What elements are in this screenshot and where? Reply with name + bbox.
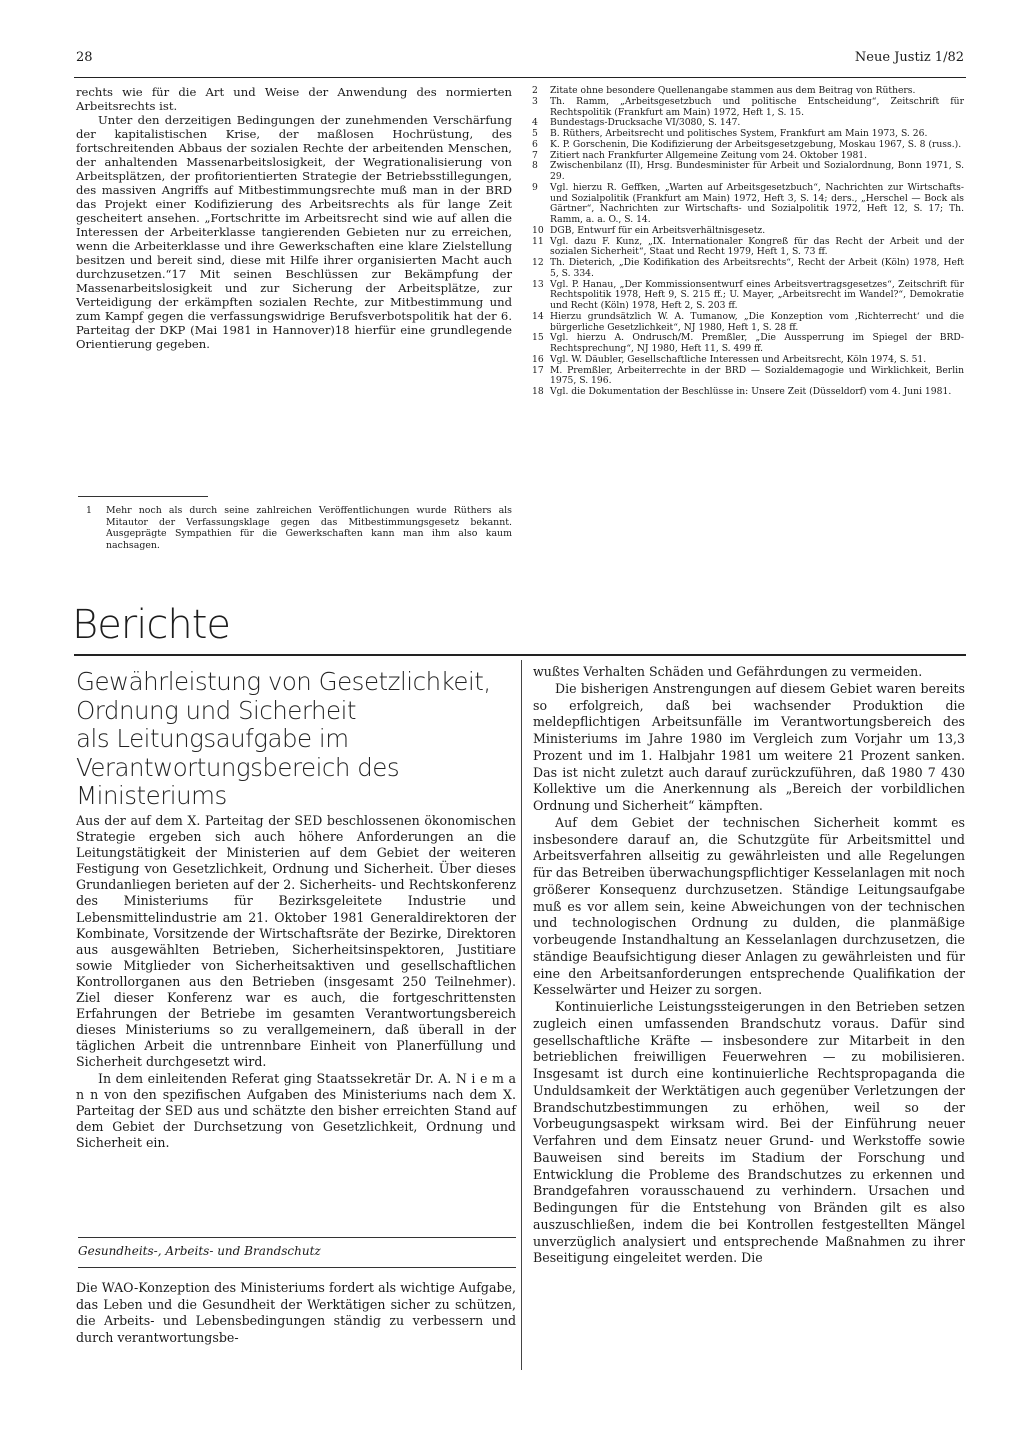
- column-divider: [521, 660, 522, 1370]
- article-left-column-continued: [76, 1280, 516, 1346]
- footnote-text: Zitate ohne besondere Quellenangabe stammen aus dem Beitrag von Rüthers.: [550, 85, 916, 96]
- footnote-10: [532, 226, 964, 237]
- footnote-text: Bundestags-Drucksache VI/3080, S. 147.: [550, 117, 741, 129]
- footnote-1: [86, 505, 512, 551]
- article-title-line: Ordnung und Sicherheit: [76, 695, 357, 725]
- footnote-number: 6: [532, 138, 538, 150]
- footnote-17: [532, 366, 964, 388]
- paragraph: Auf dem Gebiet der technischen Sicherheit kommt es insbesondere darauf an, die Schutzgüte für Arbeitsmittel und Arbeitsverfahren allseitig zu gewährleisten und alle Regelungen für das Betreiben überwachungspflichtiger Kesselanlagen mit noch größerer Konsequenz durchzusetzen. Ständige Leitungsaufgabe muß es vor allem sein, keine Abweichungen von der technischen und technologischen Ordnung zu dulden, die planmäßige vorbeugende Instandhaltung an Kesselanlagen durchzusetzen, die ständige Beaufsichtigung dieser Anlagen zu gewährleisten und für eine den Arbeitsanforderungen entsprechende Qualifikation der Kesselwärter und Heizer zu sorgen.: [533, 814, 965, 998]
- footnote-number: 1: [86, 505, 92, 516]
- footnote-9: [532, 183, 964, 226]
- footnote-text: Hierzu grundsätzlich W. A. Tumanow, „Die Konzeption vom ‚Richterrecht‘ und die bürgerliche Gesetzlichkeit“, NJ 1980, Heft 1, S. 28 ff.: [550, 310, 964, 333]
- footnote-text: Vgl. hierzu R. Geffken, „Warten auf Arbeitsgesetzbuch“, Nachrichten zur Wirtschafts- und Sozialpolitik (Frankfurt am Main) 1972, Heft 3, S. 14; ders., „Herschel — Bock als Gärtner“, Nachrichten zur Wirtschafts- und Sozialpolitik 1972, Heft 12, S. 17; Th. Ramm, a. a. O., S. 14.: [550, 181, 964, 225]
- footnote-number: 15: [532, 332, 544, 344]
- paragraph: Unter den derzeitigen Bedingungen der zunehmenden Verschärfung der kapitalistischen Krise, der maßlosen Hochrüstung, des fortschreitenden Abbaus der sozialen Rechte der arbeitenden Menschen, der anhaltenden Massenarbeitslosigkeit, der Wegrationalisierung von Arbeitsplätzen, der profitorientierten Strategie der Betriebsstillegungen, des massiven Angriffs auf Mitbestimmungsrechte muß man in der BRD das Projekt einer Kodifizierung des Arbeitsrechts als für lange Zeit gescheitert ansehen. „Fortschritte im Arbeitsrecht sind wie auf allen die Interessen der Arbeiterklasse tangierenden Gebieten nur zu erreichen, wenn die Arbeiterklasse und ihre Gewerkschaften eine klare Zielstellung besitzen und bereit sind, diese mit Hilfe ihrer organisierten Macht auch durchzusetzen.“17 Mit seinen Beschlüssen zur Bekämpfung der Massenarbeitslosigkeit und zur Sicherung der Arbeitsplätze, zur Verteidigung der erkämpften sozialen Rechte, zur Mitbestimmung und zum Kampf gegen die verfassungswidrige Berufsverbotspolitik hat der 6. Parteitag der DKP (Mai 1981 in Hannover)18 hierfür eine grundlegende Orientierung gegeben.: [76, 113, 512, 351]
- footnote-number: 12: [532, 257, 544, 268]
- footnote-text: Vgl. P. Hanau, „Der Kommissionsentwurf eines Arbeitsvertragsgesetzes“, Zeitschrift für Rechtspolitik 1978, Heft 9, S. 215 ff.; U. Mayer, „Arbeitsrecht im Wandel?“, Demokratie und Recht (Köln) 1978, Heft 2, S. 203 ff.: [550, 278, 964, 311]
- footnote-text: DGB, Entwurf für ein Arbeitsverhältnisgesetz.: [550, 224, 766, 236]
- footnote-16: [532, 355, 964, 366]
- header-rule: [74, 77, 966, 78]
- footnote-3: [532, 97, 964, 119]
- footnote-text: Mehr noch als durch seine zahlreichen Veröffentlichungen wurde Rüthers als Mitautor der Verfassungsklage gegen das Mitbestimmungsgesetz bekannt. Ausgeprägte Sympathien für die Gewerkschaften kann man ihm also kaum nachsagen.: [106, 505, 512, 551]
- footnote-text: M. Premßler, Arbeiterrechte in der BRD — Sozialdemagogie und Wirklichkeit, Berlin 1975, S. 196.: [550, 364, 964, 387]
- paragraph: In dem einleitenden Referat ging Staatssekretär Dr. A. N i e m a n n von den spezifischen Aufgaben des Ministeriums nach dem X. Parteitag der SED aus und schätzte den bisher erreichten Stand auf dem Gebiet der Durchsetzung von Gesetzlichkeit, Ordnung und Sicherheit ein.: [76, 1070, 516, 1150]
- paragraph: Die bisherigen Anstrengungen auf diesem Gebiet waren bereits so erfolgreich, daß bei wachsender Produktion die meldepflichtigen Arbeitsunfälle im Verantwortungsbereich des Ministeriums im Jahre 1980 im Vergleich zum Vorjahr um 13,3 Prozent und im 1. Halbjahr 1981 um weitere 21 Prozent sanken. Das ist nicht zuletzt auch darauf zurückzuführen, daß 1980 7 430 Kollektive um die Anerkennung als „Bereich der vorbildlichen Ordnung und Sicherheit“ kämpften.: [533, 680, 965, 813]
- footnote-12: [532, 258, 964, 280]
- footnote-number: 14: [532, 310, 544, 322]
- footnote-number: 10: [532, 224, 544, 236]
- footnote-number: 9: [532, 181, 538, 193]
- page-number: 28: [76, 50, 93, 65]
- footnote-rule: [78, 496, 208, 497]
- subheading-rule-bottom: [78, 1267, 516, 1268]
- article-title: [76, 668, 516, 811]
- section-rule: [74, 654, 966, 656]
- article-left-column: [76, 813, 516, 1151]
- footnote-text: Th. Ramm, „Arbeitsgesetzbuch und politische Entscheidung“, Zeitschrift für Rechtspolitik (Frankfurt am Main) 1972, Heft 1, S. 15.: [550, 95, 964, 118]
- paragraph: wußtes Verhalten Schäden und Gefährdungen zu vermeiden.: [533, 664, 923, 679]
- footnote-number: 13: [532, 278, 544, 290]
- paragraph: Die WAO-Konzeption des Ministeriums fordert als wichtige Aufgabe, das Leben und die Gesundheit der Werktätigen sicher zu schützen, die Arbeits- und Lebensbedingungen ständig zu verbessern und durch verantwortungsbe-: [76, 1280, 516, 1345]
- footnote-text: Th. Dieterich, „Die Kodifikation des Arbeitsrechts“, Recht der Arbeit (Köln) 1978, Heft 5, S. 334.: [550, 257, 964, 279]
- footnote-text: Vgl. hierzu A. Ondrusch/M. Premßler, „Die Aussperrung im Spiegel der BRD-Rechtsprechung“, NJ 1980, Heft 11, S. 499 ff.: [550, 332, 964, 354]
- footnote-text: K. P. Gorschenin, Die Kodifizierung der Arbeitsgesetzgebung, Moskau 1967, S. 8 (russ.).: [550, 138, 962, 150]
- footnote-text: Zitiert nach Frankfurter Allgemeine Zeitung vom 24. Oktober 1981.: [550, 149, 868, 161]
- subheading-rule-top: [78, 1237, 516, 1238]
- footnote-number: 8: [532, 160, 538, 172]
- footnote-number: 7: [532, 149, 538, 161]
- footnote-text: Zwischenbilanz (II), Hrsg. Bundesminister für Arbeit und Sozialordnung, Bonn 1971, S. 29.: [550, 160, 964, 182]
- footnote-number: 3: [532, 95, 538, 107]
- footnote-number: 5: [532, 128, 538, 139]
- footnote-number: 18: [532, 386, 544, 397]
- paragraph: rechts wie für die Art und Weise der Anwendung des normierten Arbeitsrechts ist.: [76, 85, 512, 113]
- footnote-6: [532, 140, 964, 151]
- footnote-18: [532, 387, 964, 398]
- section-title: Berichte: [72, 602, 230, 648]
- footnote-14: [532, 312, 964, 334]
- footnote-number: 17: [532, 364, 544, 376]
- footnote-text: Vgl. W. Däubler, Gesellschaftliche Interessen und Arbeitsrecht, Köln 1974, S. 51.: [550, 353, 927, 365]
- journal-title: Neue Justiz 1/82: [854, 50, 964, 65]
- upper-left-column: [76, 85, 512, 351]
- article-title-line: als Leitungsaufgabe im: [76, 724, 349, 753]
- footnote-text: Vgl. dazu F. Kunz, „IX. Internationaler Kongreß für das Recht der Arbeit und der sozialen Sicherheit“, Staat und Recht 1979, Heft 1, S. 73 ff.: [550, 235, 964, 258]
- article-right-column: [533, 664, 965, 1267]
- article-title-line: Verantwortungsbereich des Ministeriums: [76, 752, 400, 810]
- footnote-number: 4: [532, 117, 538, 129]
- footnote-13: [532, 280, 964, 312]
- footnote-15: [532, 333, 964, 355]
- paragraph: Aus der auf dem X. Parteitag der SED beschlossenen ökonomischen Strategie ergeben sich auch höhere Anforderungen an die Leitungstätigkeit der Ministerien auf dem Gebiet der weiteren Festigung von Gesetzlichkeit, Ordnung und Sicherheit. Über dieses Grundanliegen berieten auf der 2. Sicherheits- und Rechtskonferenz des Ministeriums für Bezirksgeleitete Industrie und Lebensmittelindustrie am 21. Oktober 1981 Generaldirektoren der Kombinate, Vorsitzende der Wirtschaftsräte der Bezirke, Direktoren aus ausgewählten Betrieben, Sicherheitsinspektoren, Justitiare sowie Mitglieder von Sicherheitsaktiven und gesellschaftlichen Kontrollorganen aus den Betrieben (insgesamt 250 Teilnehmer). Ziel dieser Konferenz war es auch, die fortgeschrittensten Erfahrungen der Betriebe im gesamten Verantwortungsbereich dieses Ministeriums so zu verallgemeinern, daß überall in der täglichen Arbeit die untrennbare Einheit von Planerfüllung und Sicherheit durchgesetzt wird.: [76, 813, 516, 1070]
- footnote-number: 11: [532, 235, 544, 247]
- footnote-number: 2: [532, 85, 538, 96]
- article-title-line: Gewährleistung von Gesetzlichkeit,: [76, 667, 491, 696]
- footnote-text: Vgl. die Dokumentation der Beschlüsse in: Unsere Zeit (Düsseldorf) vom 4. Juni 1981.: [550, 386, 952, 397]
- footnote-number: 16: [532, 353, 544, 365]
- footnote-text: B. Rüthers, Arbeitsrecht und politisches System, Frankfurt am Main 1973, S. 26.: [550, 128, 928, 139]
- paragraph: Kontinuierliche Leistungssteigerungen in den Betrieben setzen zugleich einen umfassenden Brandschutz voraus. Dafür sind gesellschaftliche Kräfte — insbesondere zur Mitarbeit in den betrieblichen freiwilligen Feuerwehren — zu mobilisieren. Insgesamt ist durch eine kontinuierliche Rechtspropaganda die Unduldsamkeit der Werktätigen auch gegenüber Verletzungen der Brandschutzbestimmungen zu erhöhen, weil so der Vorbeugungsaspekt wirksam wird. Bei der Einführung neuer Verfahren und dem Einsatz neuer Grund- und Werkstoffe sowie Bauweisen sind bereits im Stadium der Forschung und Entwicklung die Probleme des Brandschutzes zu erkennen und Brandgefahren vorausschauend zu verhindern. Ursachen und Bedingungen für die Entstehung von Bränden gilt es also auszuschließen, indem die bei Kontrollen festgestellten Mängel unverzüglich analysiert und entsprechende Maßnahmen zu ihrer Beseitigung eingeleitet werden. Die: [533, 999, 965, 1266]
- subheading: Gesundheits-, Arbeits- und Brandschutz: [78, 1244, 321, 1258]
- footnotes-list: [532, 86, 964, 398]
- footnote-8: [532, 161, 964, 183]
- footnote-11: [532, 237, 964, 259]
